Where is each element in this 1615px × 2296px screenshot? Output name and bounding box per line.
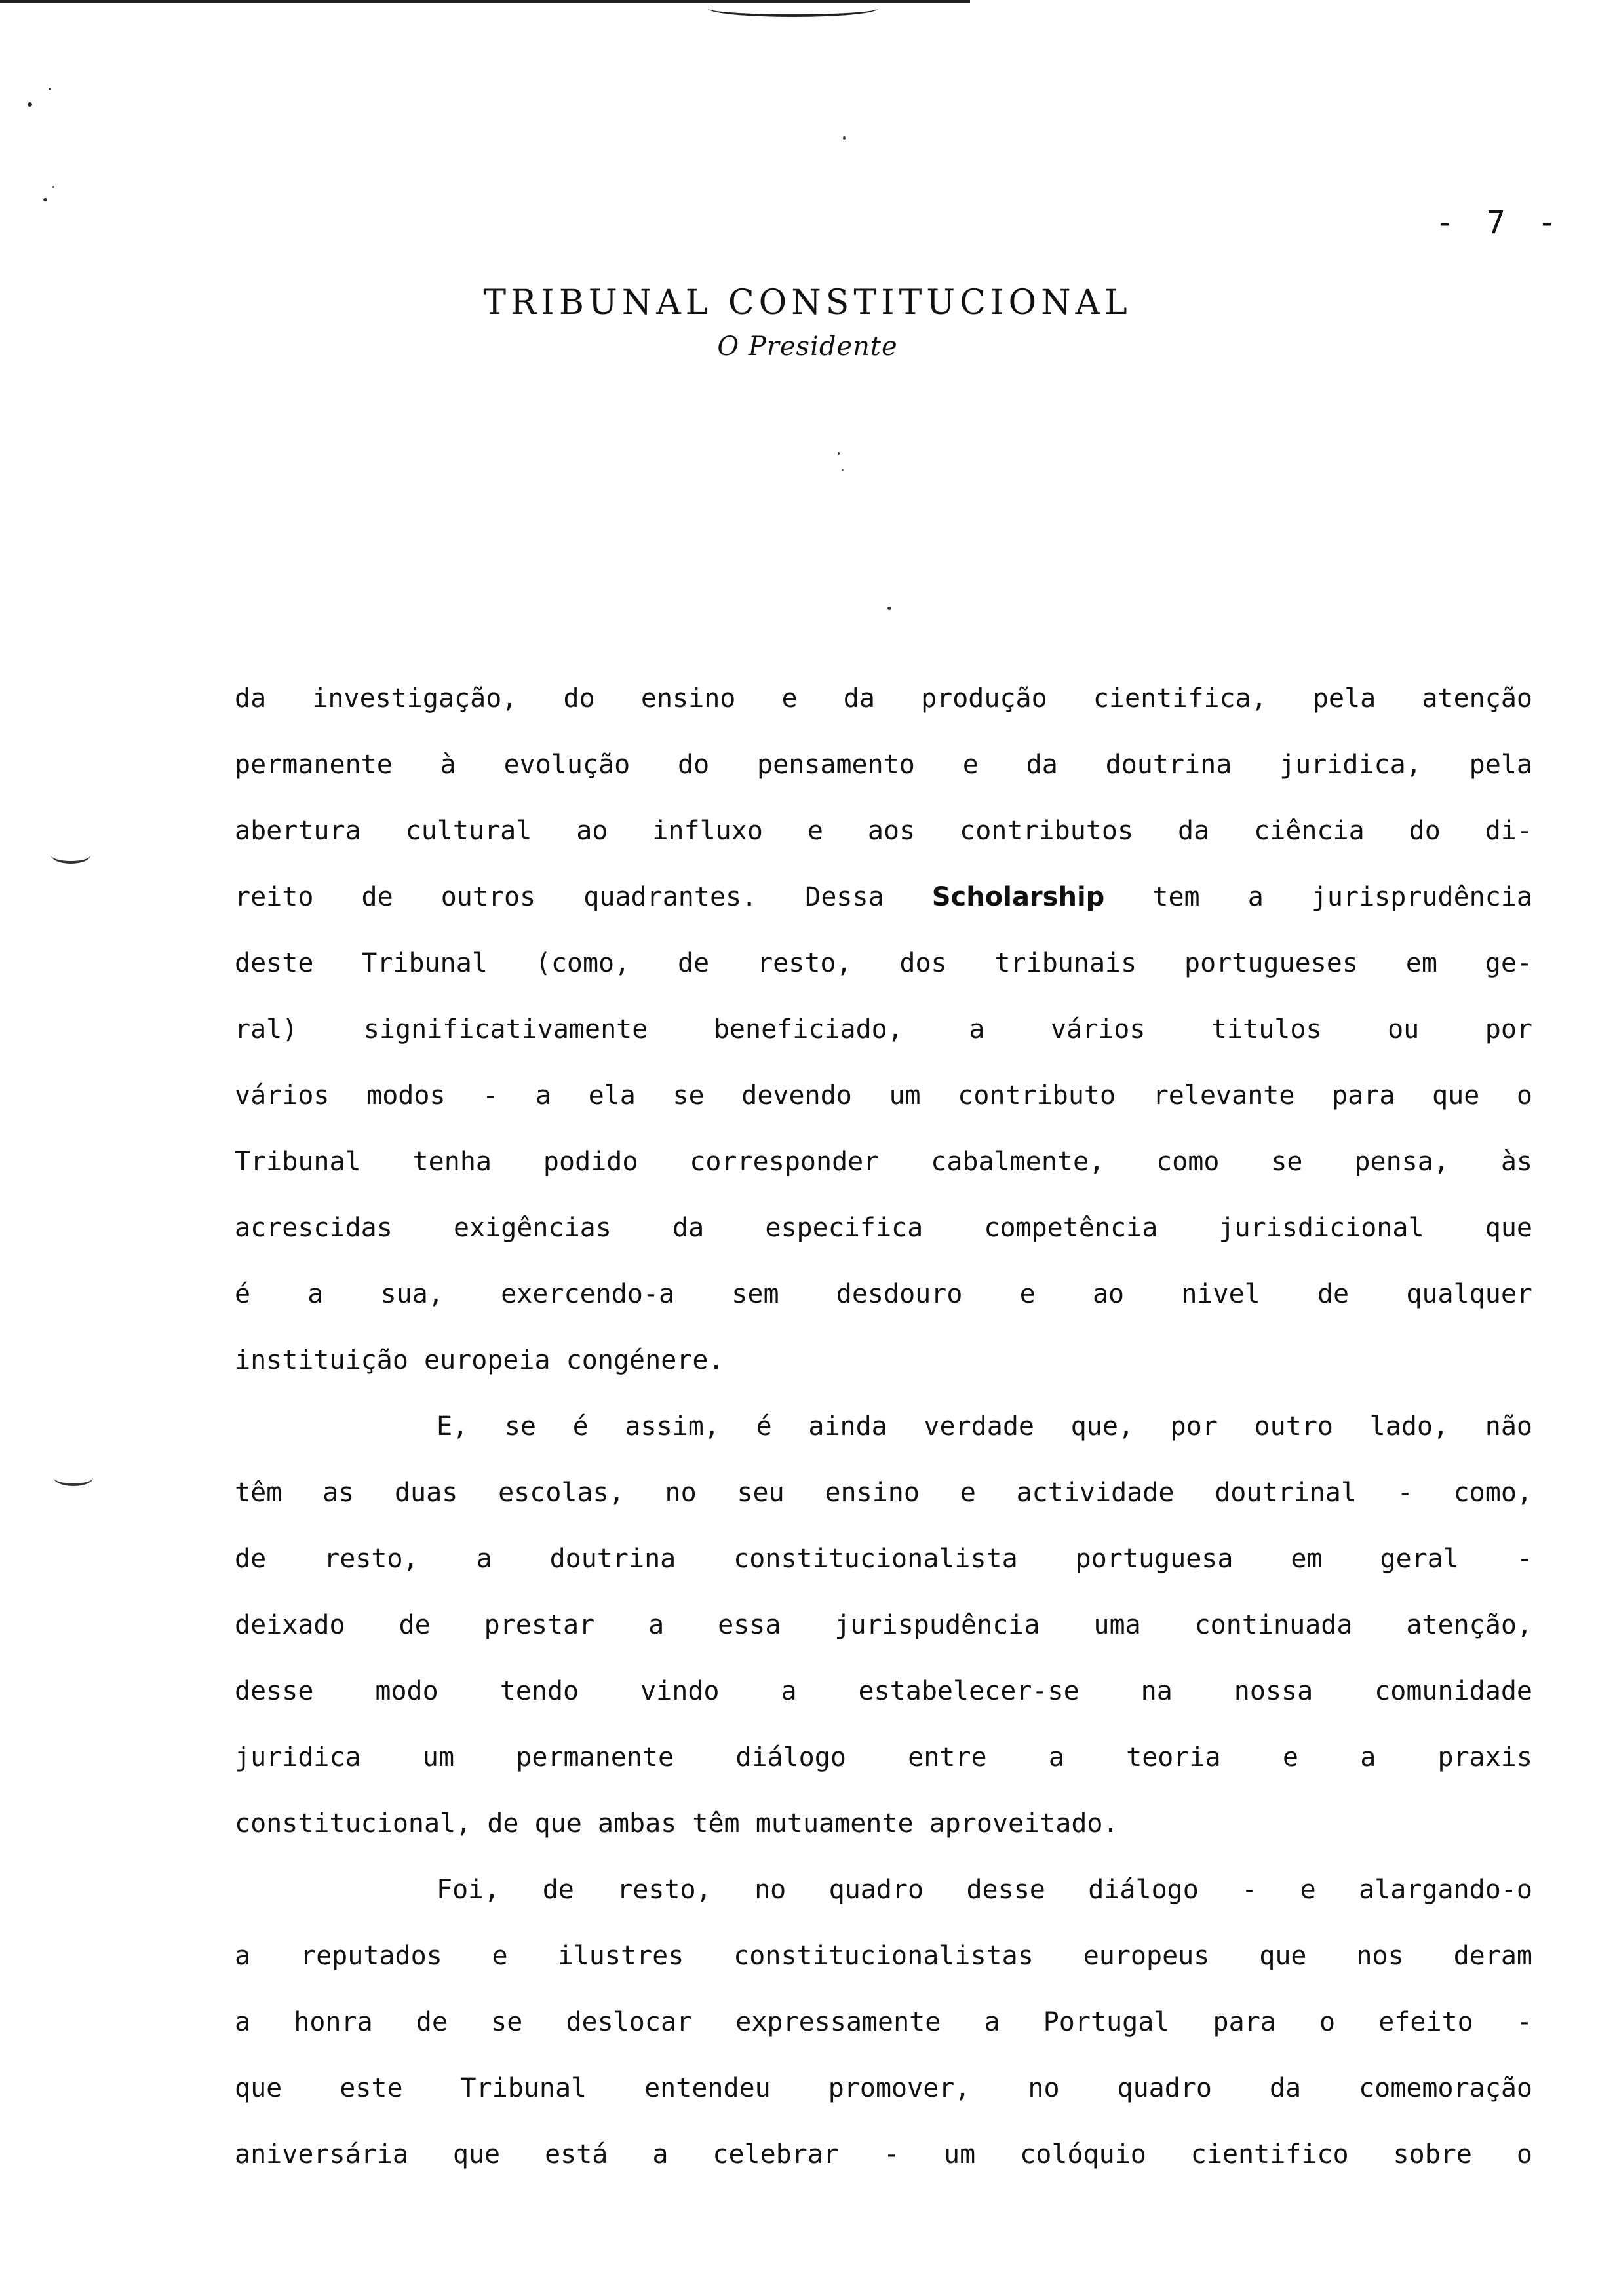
text-line: da investigação, do ensino e da produção cientifica, pela atenção (235, 683, 1532, 714)
scan-speck (887, 607, 891, 610)
text-line: deste Tribunal (como, de resto, dos tribunais portugueses em ge- (235, 948, 1532, 978)
text-line: têm as duas escolas, no seu ensino e actividade doutrinal - como, (235, 1478, 1532, 1508)
text-line: juridica um permanente diálogo entre a teoria e a praxis (235, 1742, 1532, 1772)
scan-top-edge-curl (708, 0, 878, 17)
text-line: abertura cultural ao influxo e aos contributos da ciência do di- (235, 816, 1532, 846)
text-line: vários modos - a ela se devendo um contributo relevante para que o (235, 1081, 1532, 1111)
text-line: E, se é assim, é ainda verdade que, por outro lado, não (437, 1411, 1532, 1442)
text-line (235, 864, 1532, 930)
paragraph (235, 666, 1532, 1394)
text-line: a honra de se deslocar expressamente a Portugal para o efeito - (235, 2007, 1532, 2037)
letterhead (0, 283, 1615, 362)
emphasis-scholarship: Scholarship (931, 882, 1105, 912)
scan-speck (838, 452, 840, 455)
text-line: a reputados e ilustres constitucionalistas europeus que nos deram (235, 1941, 1532, 1971)
president-script-title: O Presidente (717, 332, 898, 362)
binding-hole-mark (51, 847, 90, 864)
text-line: constitucional, de que ambas têm mutuamente aproveitado. (235, 1808, 1119, 1839)
text-line: desse modo tendo vindo a estabelecer-se na nossa comunidade (235, 1676, 1532, 1706)
scan-speck (52, 186, 54, 188)
text-segment: tem a jurisprudência (1104, 882, 1532, 912)
text-segment: reito de outros quadrantes. Dessa (235, 882, 932, 912)
paragraph (235, 1857, 1532, 2188)
scan-speck (49, 88, 51, 90)
letter-body (235, 666, 1532, 2188)
scan-speck (43, 198, 47, 201)
text-line: acrescidas exigências da especifica competência jurisdicional que (235, 1213, 1532, 1243)
text-line: é a sua, exercendo-a sem desdouro e ao nivel de qualquer (235, 1279, 1532, 1309)
text-line: Foi, de resto, no quadro desse diálogo - e alargando-o (437, 1875, 1532, 1905)
text-line: permanente à evolução do pensamento e da doutrina juridica, pela (235, 750, 1532, 780)
court-name-heading: TRIBUNAL CONSTITUCIONAL (483, 283, 1132, 322)
text-line: deixado de prestar a essa jurispudência uma continuada atenção, (235, 1610, 1532, 1640)
text-line: de resto, a doutrina constitucionalista portuguesa em geral - (235, 1544, 1532, 1574)
text-line: instituição europeia congénere. (235, 1345, 724, 1375)
binding-hole-mark (54, 1469, 93, 1486)
scan-speck (843, 136, 846, 140)
paragraph (235, 1394, 1532, 1857)
page-number: - 7 - (1435, 204, 1563, 241)
scan-speck (842, 469, 844, 471)
text-line: aniversária que está a celebrar - um colóquio cientifico sobre o (235, 2139, 1532, 2170)
text-line: que este Tribunal entendeu promover, no quadro da comemoração (235, 2073, 1532, 2103)
text-line: Tribunal tenha podido corresponder cabalmente, como se pensa, às (235, 1147, 1532, 1177)
scan-speck (28, 102, 32, 107)
text-line: ral) significativamente beneficiado, a vários titulos ou por (235, 1014, 1532, 1044)
